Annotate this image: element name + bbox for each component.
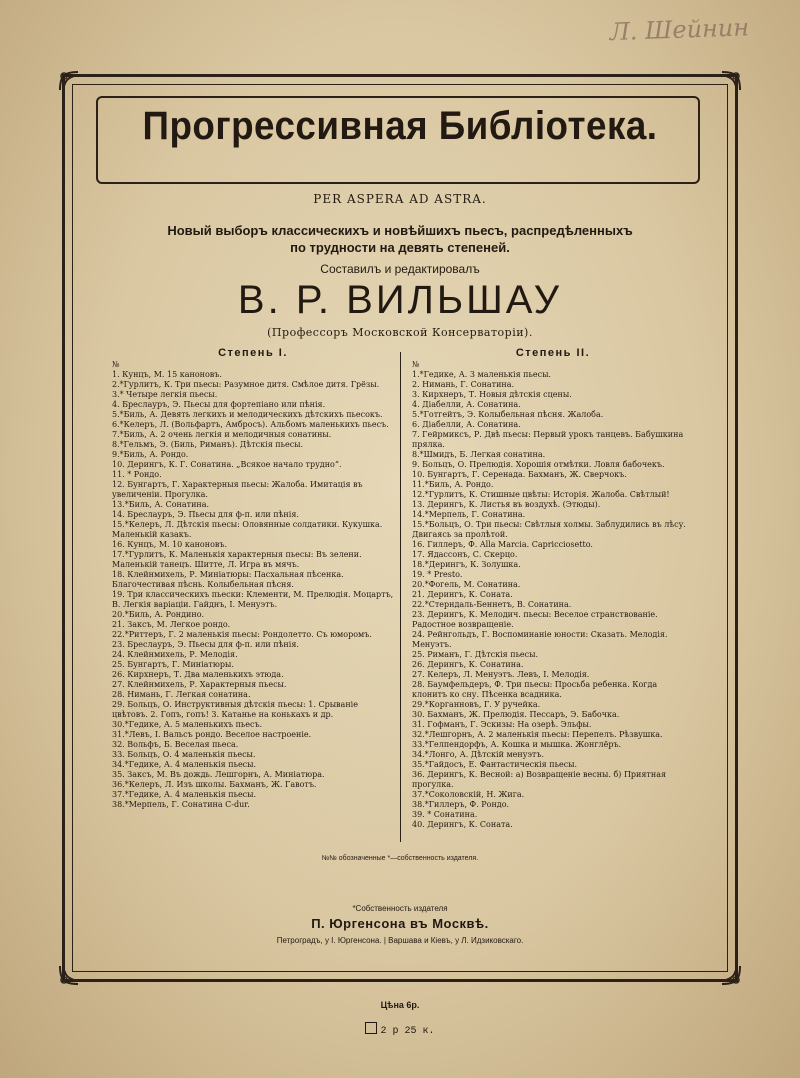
list-item: 22.*Риттеръ, Г. 2 маленькія пьесы: Рондолетто. Съ юморомъ. [112, 630, 372, 639]
list-item: 1.*Гедике, А. 3 маленькія пьесы. [412, 370, 551, 379]
list-item: 15.*Больцъ, О. Три пьесы: Свѣтлыя холмы. Заблудились въ лѣсу. Двигаясь за пролѣтой. [412, 520, 686, 539]
list-item: 13.*Биль, А. Сонатина. [112, 500, 210, 509]
list-item: 18.*Дерингъ, К. Золушка. [412, 560, 521, 569]
list-item: 38.*Мерпель, Г. Сонатина C-dur. [112, 800, 250, 809]
list-item: 27. Клейнмихель, Р. Характерныя пьесы. [112, 680, 287, 689]
piece-list [412, 370, 694, 830]
editor-title: (Профессоръ Московской Консерваторіи). [267, 326, 533, 339]
number-label: № [412, 360, 420, 369]
compiled-by: Составилъ и редактировалъ [320, 262, 480, 276]
list-item: 30. Бахманъ, Ж. Прелюдія. Пессаръ, Э. Бабочка. [412, 710, 620, 719]
corner-ornament-icon [718, 962, 744, 988]
subtitle [100, 222, 700, 256]
list-item: 20.*Фогель, М. Сонатина. [412, 580, 521, 589]
list-item: 8.*Шмидъ, Б. Легкая сонатина. [412, 450, 546, 459]
list-item: 32. Вольфъ, Б. Веселая пьеса. [112, 740, 239, 749]
list-item: 12.*Гурлитъ, К. Стишные цвѣты: Исторія. Жалоба. Свѣтлый! [412, 490, 670, 499]
level-heading: Степень I. [218, 347, 288, 359]
price-label: Цѣна 6р. [380, 1000, 420, 1010]
list-item: 29. Больцъ, О. Инструктивныя дѣтскія пьесы: 1. Срываніе цвѣтовъ. 2. Гопъ, гопъ! 3. Катанье на конькахъ и др. [112, 700, 358, 719]
subtitle-line: по трудности на девять степеней. [290, 240, 510, 255]
list-item: 7.*Биль, А. 2 очень легкія и мелодичныя сонатины. [112, 430, 332, 439]
subtitle-line: Новый выборъ классическихъ и новѣйшихъ пьесъ, распредѣленныхъ [167, 223, 633, 238]
list-item: 37.*Соколовскій, Н. Жига. [412, 790, 525, 799]
corner-ornament-icon [56, 962, 82, 988]
list-item: 1. Кунцъ, М. 15 каноновъ. [112, 370, 222, 379]
motto: PER ASPERA AD ASTRA. [313, 192, 487, 206]
list-item: 14. Бреслауръ, Э. Пьесы для ф-п. или пѣнія. [112, 510, 299, 519]
list-item: 9. Больцъ, О. Прелюдія. Хорошія отмѣтки. Ловля бабочекъ. [412, 460, 665, 469]
page-title: Прогрессивная Библіотека. [142, 104, 658, 148]
footnote: №№ обозначенные *—собственность издателя. [321, 855, 479, 862]
level-2-column [412, 348, 694, 830]
list-item: 2.*Гурлитъ, К. Три пьесы: Разумное дитя. Смѣлое дитя. Грёзы. [112, 380, 380, 389]
list-item: 18. Клейнмихель, Р. Миніатюры: Пасхальная пѣсенка. Благочестивая пѣснь. Колыбельная пѣсня. [112, 570, 344, 589]
stamp-icon [365, 1022, 377, 1034]
list-item: 36. Дерингъ, К. Весной: а) Возвращеніе весны. б) Приятная прогулка. [412, 770, 667, 789]
list-item: 38.*Гиллеръ, Ф. Рондо. [412, 800, 510, 809]
list-item: 6.*Келеръ, Л. (Вольфартъ, Амбросъ). Альбомъ маленькихъ пьесъ. [112, 420, 389, 429]
list-item: 30.*Гедике, А. 5 маленькихъ пьесъ. [112, 720, 263, 729]
list-item: 17. Ядассонъ, С. Скерцо. [412, 550, 518, 559]
list-item: 3.* Четыре легкія пьесы. [112, 390, 218, 399]
number-label: № [112, 360, 120, 369]
list-item: 31. Гофманъ, Г. Эскизы: На озерѣ. Эльфы. [412, 720, 592, 729]
list-item: 24. Рейнгольдъ, Г. Воспоминаніе юности: Сказать. Мелодія. Менуэтъ. [412, 630, 668, 649]
list-item: 28. Нимань, Г. Легкая сонатина. [112, 690, 251, 699]
list-item: 19. * Prestо. [412, 570, 463, 579]
list-item: 15.*Келеръ, Л. Дѣтскія пьесы: Оловянные солдатики. Кукушка. Маленькій казакъ. [112, 520, 383, 539]
list-item: 26. Кирхнеръ, Т. Два маленькихъ этюда. [112, 670, 284, 679]
level-heading: Степень II. [515, 347, 591, 359]
list-item: 17.*Гурлитъ, К. Маленькія характерныя пьесы: Въ зелени. Маленькій танецъ. Шитте, Л. Игра въ мячъ. [112, 550, 362, 569]
list-item: 27. Келеръ, Л. Менуэтъ. Левъ, І. Мелодія. [412, 670, 590, 679]
list-item: 9.*Биль, А. Рондо. [112, 450, 189, 459]
list-item: 35.*Гайдосъ, Е. Фантастическія пьесы. [412, 760, 578, 769]
editor-name: В. Р. ВИЛЬШАУ [237, 278, 563, 322]
list-item: 24. Клейнмихель, Р. Мелодія. [112, 650, 238, 659]
list-item: 11.*Биль, А. Рондо. [412, 480, 494, 489]
corner-ornament-icon [56, 68, 82, 94]
list-item: 28. Баумфельдеръ, Ф. Три пьесы: Просьба ребенка. Когда клонитъ ко сну. Пѣсенка всадника. [412, 680, 658, 699]
list-item: 13. Дерингъ, К. Листья въ воздухѣ. (Этюды). [412, 500, 601, 509]
handwritten-signature: Л. Шейнин [609, 13, 750, 47]
list-item: 40. Дерингъ, К. Соната. [412, 820, 513, 829]
list-item: 23. Дерингъ, К. Мелодич. пьесы: Веселое странствованіе. Радостное возвращеніе. [412, 610, 658, 629]
list-item: 5.*Готгейтъ, Э. Колыбельная пѣсня. Жалоба. [412, 410, 604, 419]
list-item: 6. Діабелли, А. Сонатина. [412, 420, 521, 429]
list-item: 34.*Лонго, А. Дѣтскій менуэтъ. [412, 750, 544, 759]
list-item: 26. Дерингъ, К. Сонатина. [412, 660, 524, 669]
list-item: 33.*Гелпендорфъ, А. Кошка и мышка. Жонглёръ. [412, 740, 622, 749]
list-item: 16. Гиллеръ, Ф. Alla Marcia. Capricciosetto. [412, 540, 593, 549]
list-item: 25. Бунгартъ, Г. Миніатюры. [112, 660, 234, 669]
list-item: 10. Бунгартъ, Г. Серенада. Бахманъ, Ж. Сверчокъ. [412, 470, 627, 479]
list-item: 16. Кунцъ, М. 10 каноновъ. [112, 540, 228, 549]
list-item: 39. * Сонатина. [412, 810, 478, 819]
list-item: 10. Дерингъ, К. Г. Сонатина. „Всякое начало трудно“. [112, 460, 342, 469]
list-item: 14.*Мерпель, Г. Сонатина. [412, 510, 526, 519]
list-item: 34.*Гедике, А. 4 маленькія пьесы. [112, 760, 257, 769]
column-divider [400, 352, 401, 842]
list-item: 29.*Корганновъ, Г. У ручейка. [412, 700, 541, 709]
price [0, 1022, 800, 1037]
price-value: 2 р 25 к. [380, 1026, 435, 1037]
list-item: 8.*Гельмъ, Э. (Биль, Риманъ). Дѣтскія пьесы. [112, 440, 304, 449]
list-item: 32.*Лешгорнъ, А. 2 маленькія пьесы: Перепелъ. Рѣзвушка. [412, 730, 663, 739]
list-item: 23. Бреслауръ, Э. Пьесы для ф-п. или пѣнія. [112, 640, 299, 649]
level-1-column [112, 348, 394, 810]
list-item: 31.*Левъ, І. Вальсъ рондо. Веселое настроеніе. [112, 730, 312, 739]
list-item: 12. Бунгартъ, Г. Характерныя пьесы: Жалоба. Имитація въ увеличеніи. Прогулка. [112, 480, 363, 499]
list-item: 20.*Биль, А. Рондино. [112, 610, 205, 619]
corner-ornament-icon [718, 68, 744, 94]
list-item: 21. Дерингъ, К. Соната. [412, 590, 513, 599]
publisher: П. Юргенсона въ Москвѣ. [311, 916, 489, 931]
owner-note: *Собственность издателя [352, 904, 448, 913]
list-item: 36.*Келеръ, Л. Изъ школы. Бахманъ, Ж. Гавотъ. [112, 780, 317, 789]
list-item: 21. Заксъ, М. Легкое рондо. [112, 620, 231, 629]
list-item: 19. Три классическихъ пьески: Клементи, М. Прелюдія. Моцартъ, В. Легкія варіаціи. Гайднъ, І. Менуэтъ. [112, 590, 394, 609]
list-item: 2. Нимань, Г. Сонатина. [412, 380, 515, 389]
list-item: 4. Діабелли, А. Сонатина. [412, 400, 521, 409]
publisher-cities: Петроградъ, у І. Юргенсона. | Варшава и Кіевъ, у Л. Идзиковскаго. [276, 936, 524, 945]
list-item: 7. Гейрмиксъ, Р. Двѣ пьесы: Первый урокъ танцевъ. Бабушкина прялка. [412, 430, 684, 449]
list-item: 35. Заксъ, М. Въ дождь. Лешгорнъ, А. Миніатюра. [112, 770, 325, 779]
list-item: 11. * Рондо. [112, 470, 162, 479]
list-item: 4. Бреслауръ, Э. Пьесы для фортепiано или пѣнія. [112, 400, 326, 409]
piece-list [112, 370, 394, 810]
list-item: 37.*Гедике, А. 4 маленькія пьесы. [112, 790, 257, 799]
list-item: 33. Больцъ, О. 4 маленькія пьесы. [112, 750, 256, 759]
list-item: 5.*Биль, А. Девять легкихъ и мелодическихъ дѣтскихъ пьесокъ. [112, 410, 383, 419]
list-item: 22.*Стерндаль-Беннетъ, В. Сонатина. [412, 600, 572, 609]
list-item: 25. Риманъ, Г. Дѣтскія пьесы. [412, 650, 539, 659]
list-item: 3. Кирхнеръ, Т. Новыя дѣтскія сцены. [412, 390, 572, 399]
